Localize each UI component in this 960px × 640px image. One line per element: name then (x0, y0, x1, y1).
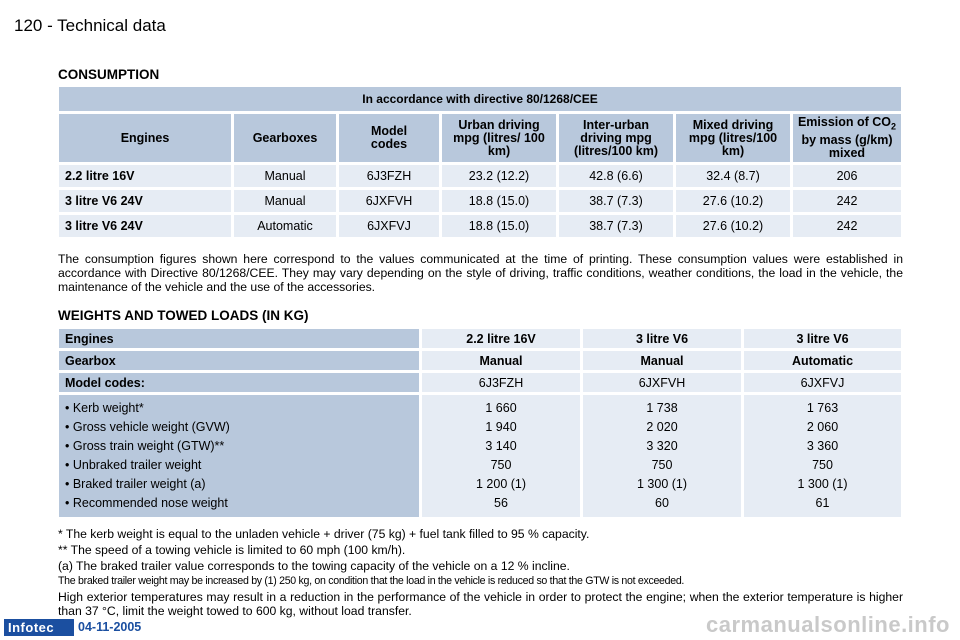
footnote-speed: ** The speed of a towing vehicle is limited to 60 mph (100 km/h). (58, 543, 406, 557)
weights-table: Engines 2.2 litre 16V 3 litre V6 3 litre V6 Gearbox Manual Manual Automatic Model codes: 6J3FZH 6JXFVH 6JXFVJ • Kerb weight* • Gross vehicle weight (GVW) • Gross train weight (GTW)** • Unbraked trailer weight • Braked trailer weight (a) • Recommended nose weight 1 660 1 940 3 140 750 1 200 (1) 56 1 738 2 020 3 320 750 1 300 (1) 60 1 763 2 060 3 360 750 1 300 (1) 61 (56, 326, 904, 520)
col-emission: Emission of $CO_2$ by mass (g/km) mixed (793, 114, 901, 162)
gearbox-label: Gearbox (59, 351, 419, 370)
temperature-note: High exterior temperatures may result in a reduction in the performance of the vehicle in order to protect the engine; when the exterior temperature is higher than 37 °C, limit the weight towed to 600 kg, without load transfer. (58, 590, 903, 618)
values-col-3: 1 763 2 060 3 360 750 1 300 (1) 61 (744, 395, 901, 517)
list-item: • Kerb weight* (65, 401, 144, 415)
col-gearboxes: Gearboxes (234, 114, 336, 162)
footnote-kerb: * The kerb weight is equal to the unladen vehicle + driver (75 kg) + fuel tank filled to 95 % capacity. (58, 527, 590, 541)
weights-title: WEIGHTS AND TOWED LOADS (IN KG) (58, 308, 309, 323)
engines-label: Engines (59, 329, 419, 348)
col-engines: Engines (59, 114, 231, 162)
table-row: 3 litre V6 24V Manual 6JXFVH 18.8 (15.0) 38.7 (7.3) 27.6 (10.2) 242 (59, 190, 901, 212)
weight-items (59, 395, 419, 517)
infotec-logo: Infotec (4, 619, 74, 636)
table-row: 2.2 litre 16V Manual 6J3FZH 23.2 (12.2) 42.8 (6.6) 32.4 (8.7) 206 (59, 165, 901, 187)
list-item: • Gross vehicle weight (GVW) (65, 420, 230, 434)
values-col-2: 1 738 2 020 3 320 750 1 300 (1) 60 (583, 395, 741, 517)
footnote-incline: (a) The braked trailer value corresponds to the towing capacity of the vehicle on a 12 % incline. (58, 559, 570, 573)
list-item: • Unbraked trailer weight (65, 458, 202, 472)
directive-banner: In accordance with directive 80/1268/CEE (59, 87, 901, 111)
list-item: • Braked trailer weight (a) (65, 477, 206, 491)
watermark: carmanualsonline.info (706, 612, 950, 637)
list-item: • Gross train weight (GTW)** (65, 439, 225, 453)
model-codes-label: Model codes: (59, 373, 419, 392)
col-urban: Urban driving mpg (litres/ 100 km) (442, 114, 556, 162)
consumption-table (56, 84, 904, 240)
consumption-title: CONSUMPTION (58, 67, 160, 82)
col-model-codes: Model codes (339, 114, 439, 162)
list-item: • Recommended nose weight (65, 496, 228, 510)
col-mixed: Mixed driving mpg (litres/100 km) (676, 114, 790, 162)
consumption-note: The consumption figures shown here correspond to the values communicated at the time of printing. These consumption values were established in accordance with Directive 80/1268/CEE. They may vary depending on the style of driving, traffic conditions, weather conditions, the load in the vehicle, the maintenance of the vehicle and the use of the accessories. (58, 252, 903, 294)
table-row: 3 litre V6 24V Automatic 6JXFVJ 18.8 (15.0) 38.7 (7.3) 27.6 (10.2) 242 (59, 215, 901, 237)
values-col-1: 1 660 1 940 3 140 750 1 200 (1) 56 (422, 395, 580, 517)
footer-date: 04-11-2005 (78, 620, 142, 634)
col-inter-urban: Inter-urban driving mpg (litres/100 km) (559, 114, 673, 162)
page-title: 120 - Technical data (14, 16, 166, 35)
footnote-braked: The braked trailer weight may be increased by (1) 250 kg, on condition that the load in the vehicle is reduced so that the GTW is not exceeded. (58, 575, 685, 587)
